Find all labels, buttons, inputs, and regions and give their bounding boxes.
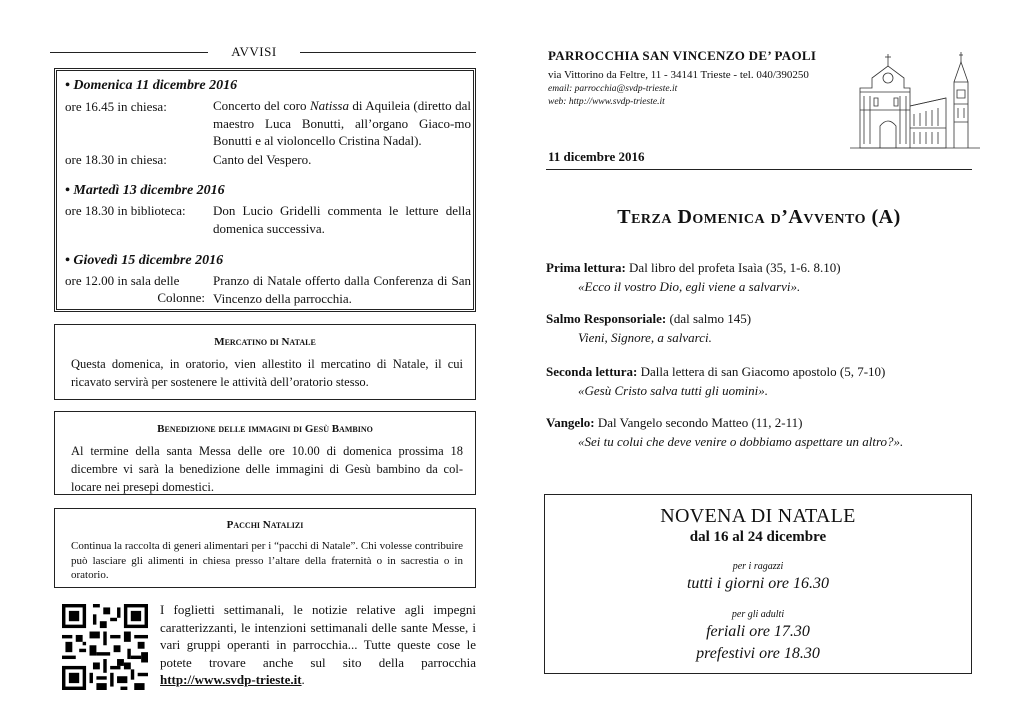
novena-dates: dal 16 al 24 dicembre bbox=[689, 529, 827, 545]
divider bbox=[50, 52, 208, 53]
reading-source: (dal salmo 145) bbox=[666, 311, 752, 326]
parish-address: via Vittorino da Feltre, 11 - 34141 Trieste - tel. 040/390250 bbox=[548, 69, 809, 81]
benedizione-box bbox=[54, 411, 476, 495]
qr-code-icon bbox=[62, 604, 148, 690]
novena-adulti-prefestivi: prefestivi ore 18.30 bbox=[696, 645, 820, 662]
event-time: Colonne: bbox=[157, 290, 205, 305]
reading-item bbox=[546, 258, 976, 296]
benedizione-title: Benedizione delle immagini di Gesù Bambino bbox=[157, 423, 373, 435]
divider bbox=[300, 52, 476, 53]
sunday-title: Terza Domenica d’Avvento (A) bbox=[617, 206, 901, 228]
event-heading: • Martedì 13 dicembre 2016 bbox=[65, 183, 225, 198]
novena-adulti-feriali: feriali ore 17.30 bbox=[706, 623, 810, 640]
event-description: Pranzo di Natale offerto dalla Conferenza di San Vincenzo della parrocchia. bbox=[213, 273, 471, 306]
reading-quote: «Ecco il vostro Dio, egli viene a salvarvi». bbox=[578, 279, 801, 294]
event-heading: • Giovedì 15 dicembre 2016 bbox=[65, 253, 224, 268]
avvisi-box bbox=[54, 68, 476, 312]
reading-label: Salmo Responsoriale: bbox=[546, 311, 667, 326]
pacchi-box bbox=[54, 508, 476, 588]
reading-item bbox=[546, 413, 976, 451]
parish-web: web: http://www.svdp-trieste.it bbox=[548, 97, 665, 107]
reading-label: Seconda lettura: bbox=[546, 364, 638, 379]
bulletin-date: 11 dicembre 2016 bbox=[548, 149, 645, 164]
reading-label: Vangelo: bbox=[546, 415, 595, 430]
event-description: Canto del Vespero. bbox=[213, 152, 312, 167]
parish-website-link[interactable]: http://www.svdp-trieste.it bbox=[160, 672, 302, 687]
parish-email: email: parrocchia@svdp-trieste.it bbox=[548, 84, 678, 94]
event-time: ore 18.30 in chiesa: bbox=[65, 152, 167, 167]
church-drawing-icon bbox=[850, 48, 980, 154]
foglietti-text: I foglietti settimanali, le notizie relative agli impegni caratterizzanti, le intenzioni settimanali delle sante Messe, i vari gruppi operanti in parrocchia... Tutte queste cose le potete trovare anche sul sito della parrocchia http://www.svdp-trieste.it. bbox=[160, 602, 476, 687]
event-heading: • Domenica 11 dicembre 2016 bbox=[65, 78, 238, 93]
reading-quote: «Sei tu colui che deve venire o dobbiamo aspettare un altro?». bbox=[578, 434, 904, 449]
benedizione-text: Al termine della santa Messa delle ore 10.00 di domenica prossima 18 dicembre vi sarà la benedizione delle immagini di Gesù bambino da col-locare nei presepi domestici. bbox=[71, 444, 463, 494]
mercatino-box bbox=[54, 324, 476, 400]
event-time: ore 18.30 in biblioteca: bbox=[65, 203, 186, 218]
event-time: ore 12.00 in sala delle bbox=[65, 273, 180, 288]
novena-box bbox=[544, 494, 972, 674]
novena-title: NOVENA DI NATALE bbox=[660, 505, 856, 527]
reading-source: Dalla lettera di san Giacomo apostolo (5, 7-10) bbox=[637, 364, 886, 379]
parish-name: PARROCCHIA SAN VINCENZO DE’ PAOLI bbox=[548, 48, 817, 63]
event-description: Concerto del coro Natissa di Aquileia (diretto dal maestro Luca Bonutti, all’organo Giaco-mo Bonutti e al violoncello Cristina Nadal). bbox=[213, 98, 471, 148]
event-time: ore 16.45 in chiesa: bbox=[65, 99, 167, 114]
divider bbox=[546, 169, 972, 170]
reading-source: Dal Vangelo secondo Matteo (11, 2-11) bbox=[594, 415, 803, 430]
reading-quote: Vieni, Signore, a salvarci. bbox=[578, 330, 712, 345]
pacchi-title: Pacchi Natalizi bbox=[226, 519, 304, 531]
reading-label: Prima lettura: bbox=[546, 260, 626, 275]
novena-ragazzi-time: tutti i giorni ore 16.30 bbox=[686, 575, 830, 592]
reading-source: Dal libro del profeta Isaìa (35, 1-6. 8.10) bbox=[625, 260, 841, 275]
mercatino-text: Questa domenica, in oratorio, vien allestito il mercatino di Natale, il cui ricavato servirà per sostenere le attività dell’oratorio stesso. bbox=[71, 357, 463, 389]
novena-adulti-label: per gli adulti bbox=[731, 609, 785, 620]
reading-quote: «Gesù Cristo salva tutti gli uomini». bbox=[578, 383, 768, 398]
event-description: Don Lucio Gridelli commenta le letture della domenica successiva. bbox=[213, 203, 471, 236]
reading-item bbox=[546, 309, 976, 347]
pacchi-text: Continua la raccolta di generi alimentari per i “pacchi di Natale”. Chi volesse contribuire può lasciare gli alimenti in chiesa presso l’altare della fraternità o in sacrestia o in oratorio. bbox=[71, 540, 463, 581]
novena-ragazzi-label: per i ragazzi bbox=[732, 561, 784, 572]
mercatino-title: Mercatino di Natale bbox=[214, 336, 316, 348]
reading-item bbox=[546, 362, 976, 400]
avvisi-title: AVVISI bbox=[231, 44, 277, 59]
